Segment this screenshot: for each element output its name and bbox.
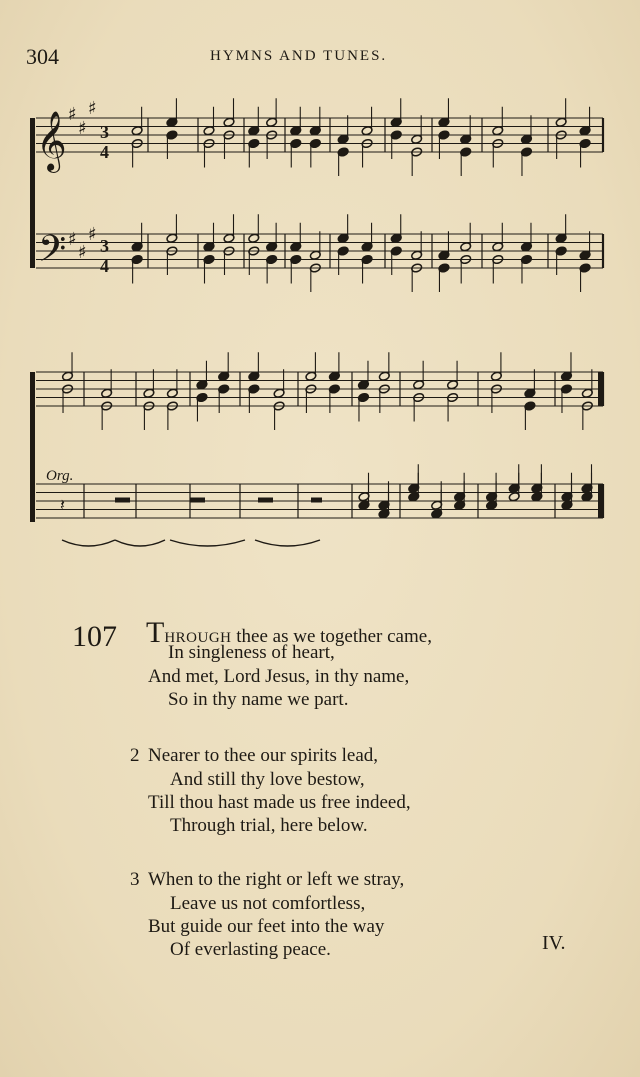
stanza-2-line-1: Nearer to thee our spirits lead,: [148, 745, 379, 766]
tie-curve: [62, 540, 115, 546]
svg-text:3: 3: [100, 236, 109, 256]
svg-text:4: 4: [100, 142, 109, 162]
page-number: 304: [26, 44, 59, 69]
music-notes: [62, 98, 594, 546]
system-bracket: [30, 372, 35, 522]
meter-mark: IV.: [542, 932, 566, 954]
stanza-1-line-2: In singleness of heart,: [168, 642, 335, 663]
stanza-1-line-4: So in thy name we part.: [168, 689, 349, 710]
svg-text:4: 4: [100, 256, 109, 276]
stanza-2-number: 2: [130, 745, 140, 766]
stanza-3-number: 3: [130, 869, 140, 890]
tie-curve: [115, 540, 165, 546]
system-bracket: [30, 118, 35, 268]
stanza-3-line-2: Leave us not comfortless,: [170, 893, 366, 914]
key-signature-bass: [68, 224, 97, 263]
svg-text:♯: ♯: [68, 104, 77, 125]
svg-text:♯: ♯: [78, 118, 87, 139]
stanza-3-line-4: Of everlasting peace.: [170, 939, 331, 960]
svg-text:♯: ♯: [78, 242, 87, 263]
svg-text:♯: ♯: [88, 224, 97, 245]
final-bar: [598, 372, 603, 406]
organ-label: Org.: [46, 468, 74, 484]
tie-curve: [255, 540, 320, 546]
time-signature: [100, 122, 109, 276]
stanza-3-line-1: When to the right or left we stray,: [148, 869, 405, 890]
stanza-2-line-3: Till thou hast made us free indeed,: [148, 792, 411, 813]
svg-text:♯: ♯: [68, 229, 77, 250]
stanza-3-line-3: But guide our feet into the way: [148, 916, 385, 937]
music-symbols: [36, 98, 322, 514]
running-title: HYMNS AND TUNES.: [210, 48, 388, 64]
drop-cap: T: [146, 616, 165, 649]
svg-text:3: 3: [100, 122, 109, 142]
treble-clef-icon: 𝄞: [36, 111, 67, 171]
bass-clef-icon: 𝄢: [38, 228, 67, 279]
staff-lines: [30, 118, 603, 522]
stanza-1-line-3: And met, Lord Jesus, in thy name,: [148, 666, 410, 687]
tie-curve: [170, 540, 245, 546]
key-signature-treble: [68, 98, 97, 139]
quarter-rest-icon: 𝄽: [60, 495, 65, 514]
stanza-1-line-1: THROUGH thee as we together came,: [146, 616, 432, 649]
hymn-number: 107: [72, 620, 117, 653]
final-bar: [598, 484, 603, 518]
svg-text:♯: ♯: [88, 98, 97, 119]
first-word-caps: HROUGH: [164, 630, 232, 646]
stanza-2-line-4: Through trial, here below.: [170, 815, 368, 836]
stanza-2-line-2: And still thy love bestow,: [170, 769, 365, 790]
